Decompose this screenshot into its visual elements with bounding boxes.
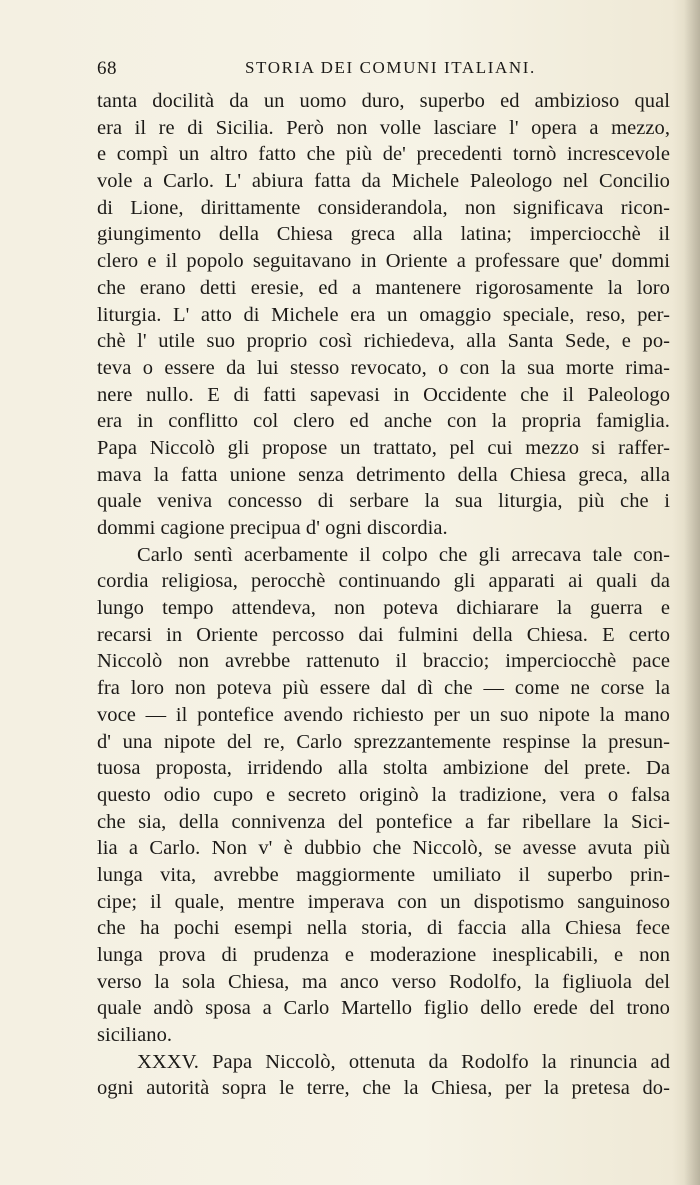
text-line: questo odio cupo e secreto originò la tradizione, vera o falsa [97,783,670,806]
text-line: lungo tempo attendeva, non poteva dichiarare la guerra e [97,597,670,620]
text-line: chè l' utile suo proprio così richiedeva, alla Santa Sede, e po- [97,330,670,353]
text-line: Niccolò non avrebbe rattenuto il braccio; imperciocchè pace [97,650,670,673]
text-line: che sia, della connivenza del pontefice a far ribellare la Sici- [97,810,670,833]
text-line: liturgia. L' atto di Michele era un omaggio speciale, reso, per- [97,303,670,326]
text-line: tuosa proposta, irridendo alla stolta ambizione del prete. Da [97,757,670,780]
text-line: lunga vita, avrebbe maggiormente umiliato il superbo prin- [97,863,670,886]
section-start-line: XXXV. Papa Niccolò, ottenuta da Rodolfo la rinuncia ad [137,1050,670,1073]
page-number: 68 [97,58,117,79]
text-line: ogni autorità sopra le terre, che la Chiesa, per la pretesa do- [97,1077,670,1100]
text-line: di Lione, dirittamente considerandola, non significava ricon- [97,196,670,219]
text-line: recarsi in Oriente percosso dai fulmini della Chiesa. E certo [97,623,670,646]
text-line: tanta docilità da un uomo duro, superbo ed ambizioso qual [97,90,670,112]
text-line: verso la sola Chiesa, ma anco verso Rodolfo, la figliuola del [97,970,670,993]
paragraph-end-line: dommi cagione precipua d' ogni discordia. [97,517,448,539]
body-text [97,88,670,1102]
paragraph-start-line: Carlo sentì acerbamente il colpo che gli arrecava tale con- [137,543,670,566]
paragraph-end-line: siciliano. [97,1024,173,1047]
text-line: fra loro non poteva più essere dal dì che — come ne corse la [97,677,670,700]
text-line: quale veniva concesso di serbare la sua liturgia, più che i [97,490,670,513]
text-line: e compì un altro fatto che più de' precedenti tornò increscevole [97,143,670,166]
text-line: d' una nipote del re, Carlo sprezzantemente respinse la presun- [97,730,670,753]
page-header [97,58,670,84]
text-line: giungimento della Chiesa greca alla latina; imperciocchè il [97,223,670,246]
text-line: lunga prova di prudenza e moderazione inesplicabili, e non [97,944,670,966]
text-line: era in conflitto col clero ed anche con la propria famiglia. [97,410,670,433]
text-line: che ha pochi esempi nella storia, di faccia alla Chiesa fece [97,917,670,940]
running-title: STORIA DEI COMUNI ITALIANI. [245,58,536,77]
text-line: teva o essere da lui stesso revocato, o con la sua morte rima- [97,356,670,379]
text-line: era il re di Sicilia. Però non volle lasciare l' opera a mezzo, [97,116,670,139]
page-edge-shadow [684,0,700,1185]
text-line: clero e il popolo seguitavano in Oriente a professare que' dommi [97,250,670,273]
text-line: quale andò sposa a Carlo Martello figlio dello erede del trono [97,997,670,1020]
text-line: voce — il pontefice avendo richiesto per un suo nipote la mano [97,703,670,726]
text-line: Papa Niccolò gli propose un trattato, pel cui mezzo si raffer- [97,436,670,459]
text-line: lia a Carlo. Non v' è dubbio che Niccolò, se avesse avuta più [97,837,670,860]
text-line: cordia religiosa, perocchè continuando gli apparati ai quali da [97,570,670,593]
text-line: mava la fatta unione senza detrimento della Chiesa greca, alla [97,463,670,486]
text-line: nere nullo. E di fatti sapevasi in Occidente che il Paleologo [97,383,670,406]
text-line: che erano detti eresie, ed a mantenere rigorosamente la loro [97,276,670,299]
text-line: vole a Carlo. L' abiura fatta da Michele Paleologo nel Concilio [97,170,670,193]
text-line: cipe; il quale, mentre imperava con un dispotismo sanguinoso [97,890,670,913]
